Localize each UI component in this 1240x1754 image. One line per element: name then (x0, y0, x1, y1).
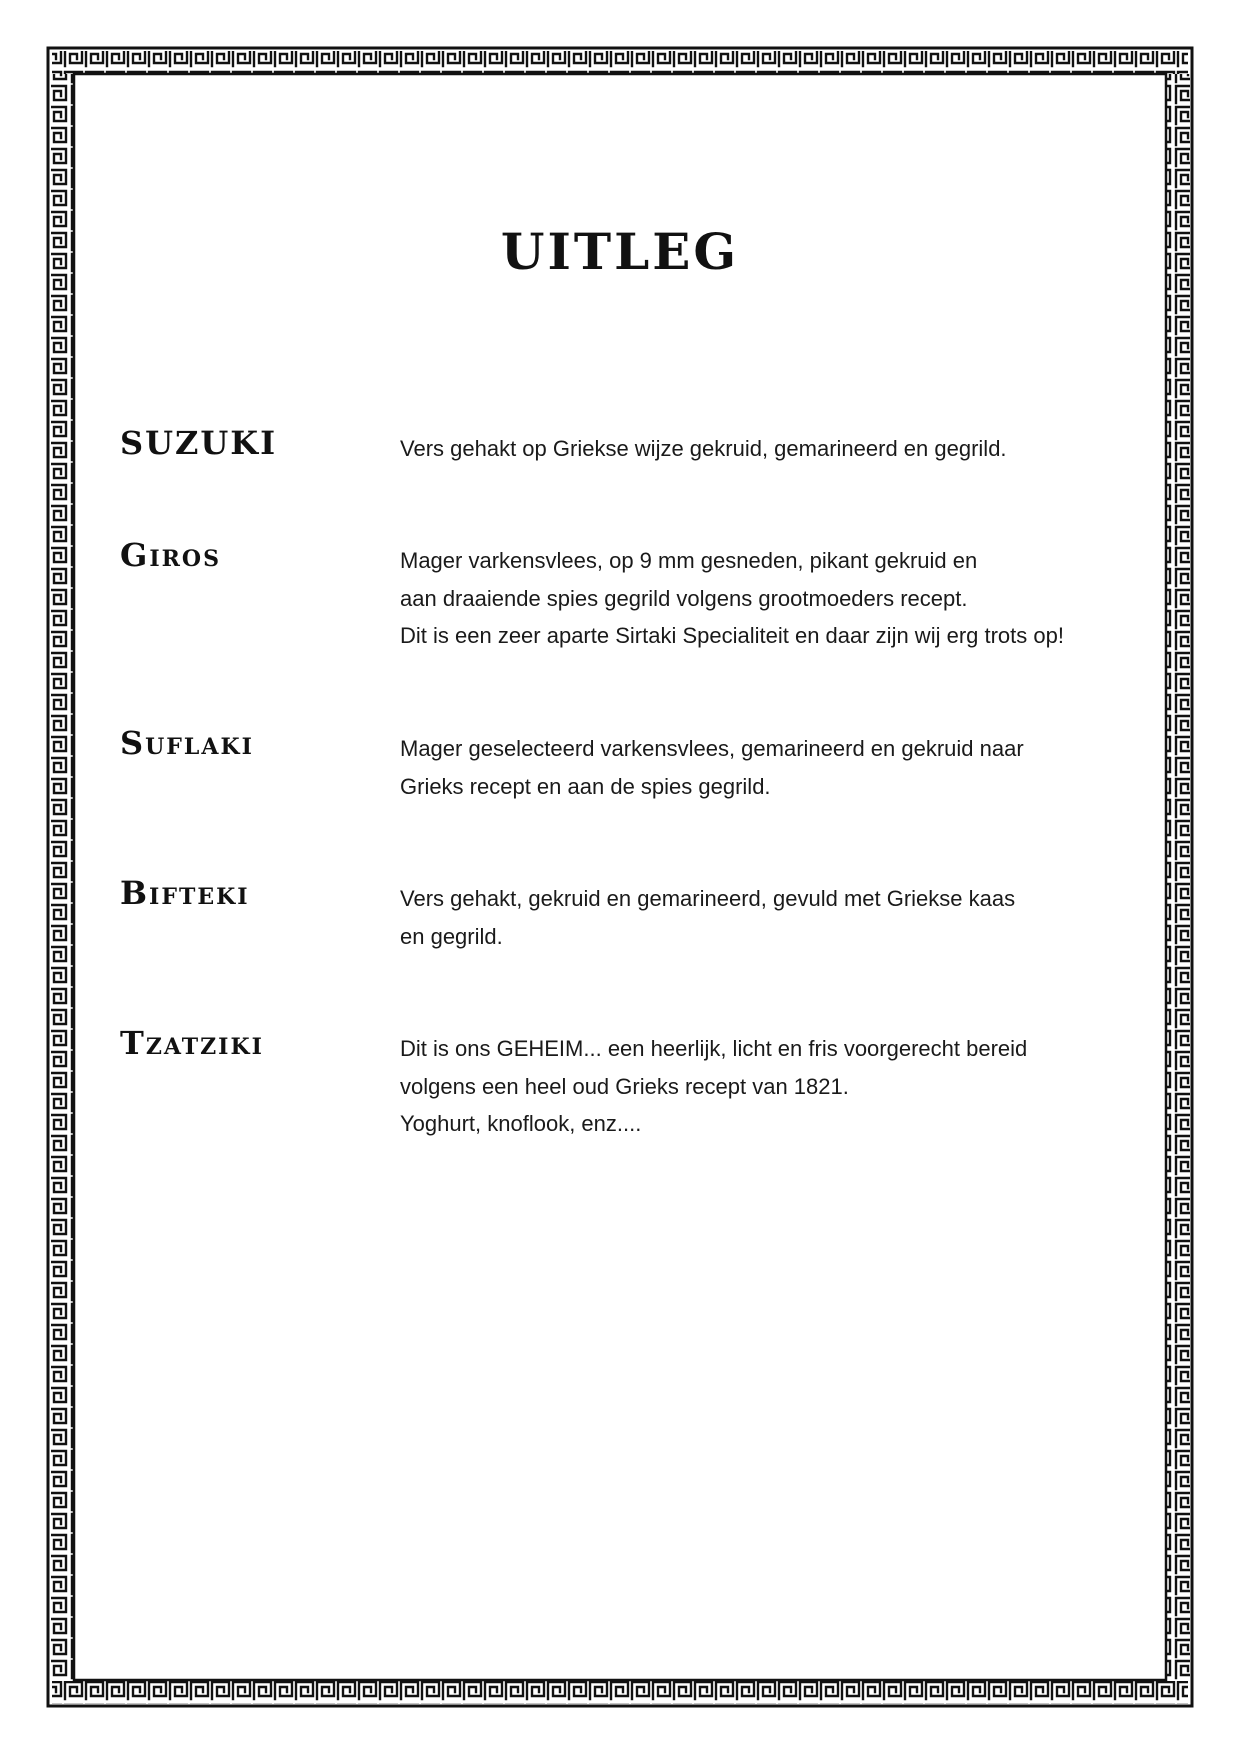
item-description (400, 430, 1140, 468)
description-line: Yoghurt, knoflook, enz.... (400, 1111, 642, 1136)
item-name: SUZUKI (120, 424, 278, 462)
description-line: Dit is een zeer aparte Sirtaki Specialiteit en daar zijn wij erg trots op! (400, 623, 1064, 648)
description-line: aan draaiende spies gegrild volgens grootmoeders recept. (400, 585, 968, 611)
description-line: Mager varkensvlees, op 9 mm gesneden, pikant gekruid en (400, 548, 978, 573)
description-line: volgens een heel oud Grieks recept van 1821. (400, 1073, 849, 1099)
item-name: Giros (120, 536, 221, 574)
item-description (400, 1030, 1140, 1143)
description-line: en gegrild. (400, 923, 503, 949)
item-description (400, 730, 1140, 805)
item-description (400, 880, 1140, 955)
item-name: Suflaki (120, 724, 254, 762)
description-line: Dit is ons GEHEIM... een heerlijk, licht en fris voorgerecht bereid (400, 1036, 1028, 1061)
description-line: Mager geselecteerd varkensvlees, gemarineerd en gekruid naar (400, 736, 1024, 761)
description-line: Vers gehakt, gekruid en gemarineerd, gevuld met Griekse kaas (400, 886, 1016, 911)
item-description (400, 542, 1140, 655)
description-line: Vers gehakt op Griekse wijze gekruid, gemarineerd en gegrild. (400, 436, 1007, 461)
item-name: Bifteki (120, 874, 250, 912)
item-name: Tzatziki (120, 1024, 264, 1062)
description-line: Grieks recept en aan de spies gegrild. (400, 773, 771, 799)
page-title: UITLEG (500, 222, 740, 281)
